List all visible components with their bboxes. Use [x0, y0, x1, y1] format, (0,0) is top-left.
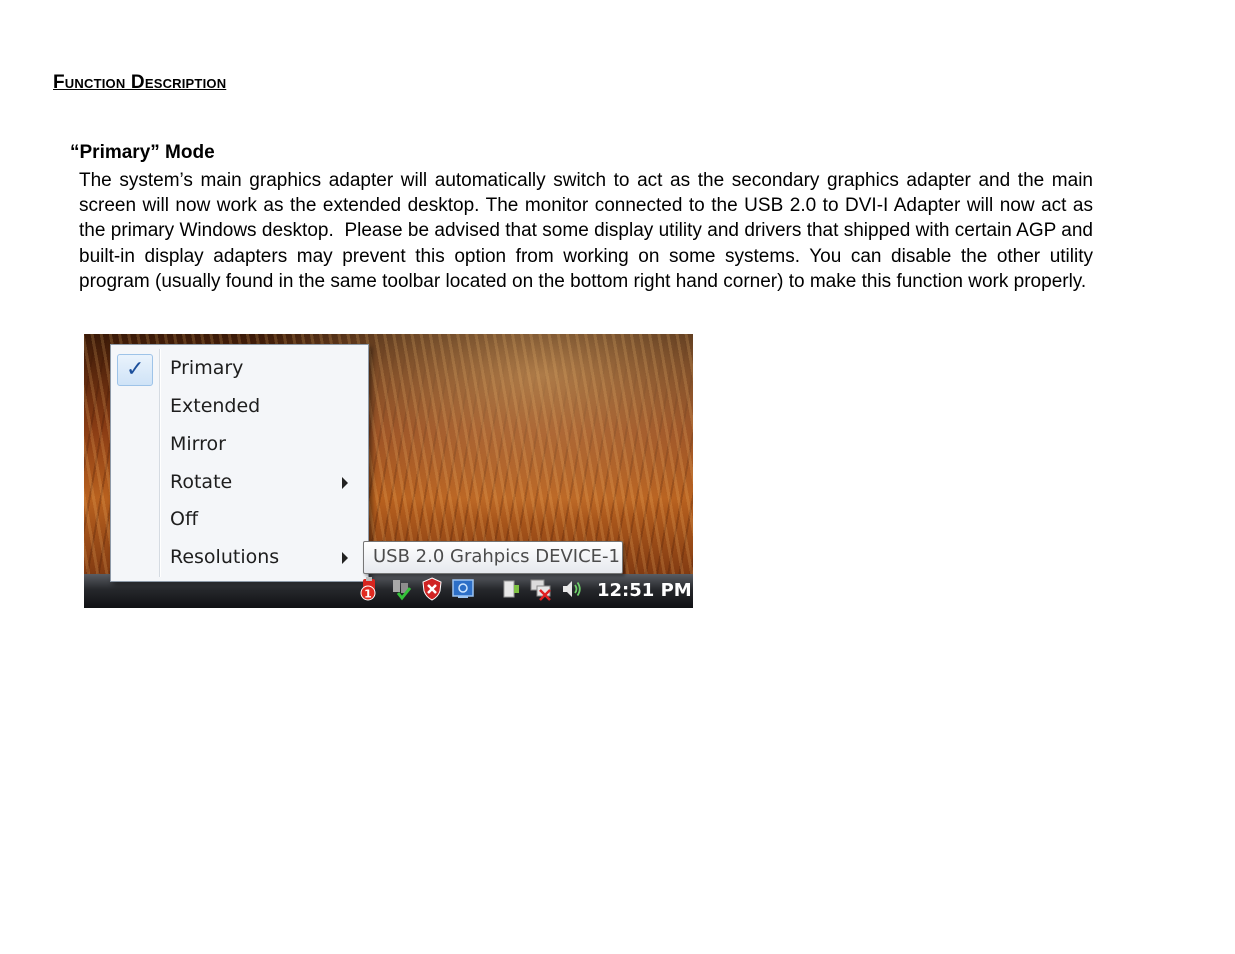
- usb-display-icon[interactable]: [358, 577, 380, 601]
- submenu-arrow-icon: [342, 477, 348, 489]
- menu-item-label: Rotate: [170, 471, 233, 493]
- description-paragraph: The system’s main graphics adapter will automatically switch to act as the secondary graphics adapter and the main screen will now work as the extended desktop. The monitor connected to the USB 2.0 to DVI-I Adapter will now act as the primary Windows desktop. Please be advised that some display utility and drivers that shipped with certain AGP and built-in display adapters may prevent this option from working on some systems. You can disable the other utility program (usually found in the same toolbar located on the bottom right hand corner) to make this function work properly.: [79, 170, 1099, 292]
- menu-item-rotate[interactable]: [111, 465, 368, 499]
- screenshot-figure: [84, 334, 693, 608]
- tray-clock[interactable]: 12:51 PM: [597, 580, 692, 601]
- menu-item-label: Extended: [170, 395, 261, 417]
- menu-item-label: Off: [170, 508, 199, 530]
- menu-item-label: Mirror: [170, 433, 226, 455]
- menu-item-extended[interactable]: [111, 389, 368, 423]
- mode-title: “Primary” Mode: [70, 142, 215, 163]
- menu-item-primary[interactable]: [111, 351, 368, 385]
- tray-badge: 1: [364, 587, 372, 601]
- tray-tooltip: USB 2.0 Grahpics DEVICE-1: [363, 541, 623, 574]
- section-title: Function Description: [53, 72, 227, 93]
- submenu-arrow-icon: [342, 552, 348, 564]
- security-shield-icon[interactable]: [421, 577, 443, 601]
- menu-item-label: Primary: [170, 357, 244, 379]
- context-menu: [110, 344, 369, 582]
- power-plug-icon[interactable]: [500, 577, 522, 601]
- display-settings-icon[interactable]: [452, 577, 474, 601]
- network-check-icon[interactable]: [390, 577, 412, 601]
- volume-icon[interactable]: [561, 577, 583, 601]
- menu-item-off[interactable]: [111, 502, 368, 536]
- menu-item-mirror[interactable]: [111, 427, 368, 461]
- network-disconnected-icon[interactable]: [530, 577, 552, 601]
- menu-item-label: Resolutions: [170, 546, 280, 568]
- menu-item-resolutions[interactable]: [111, 540, 368, 574]
- check-icon: ✓: [117, 354, 153, 386]
